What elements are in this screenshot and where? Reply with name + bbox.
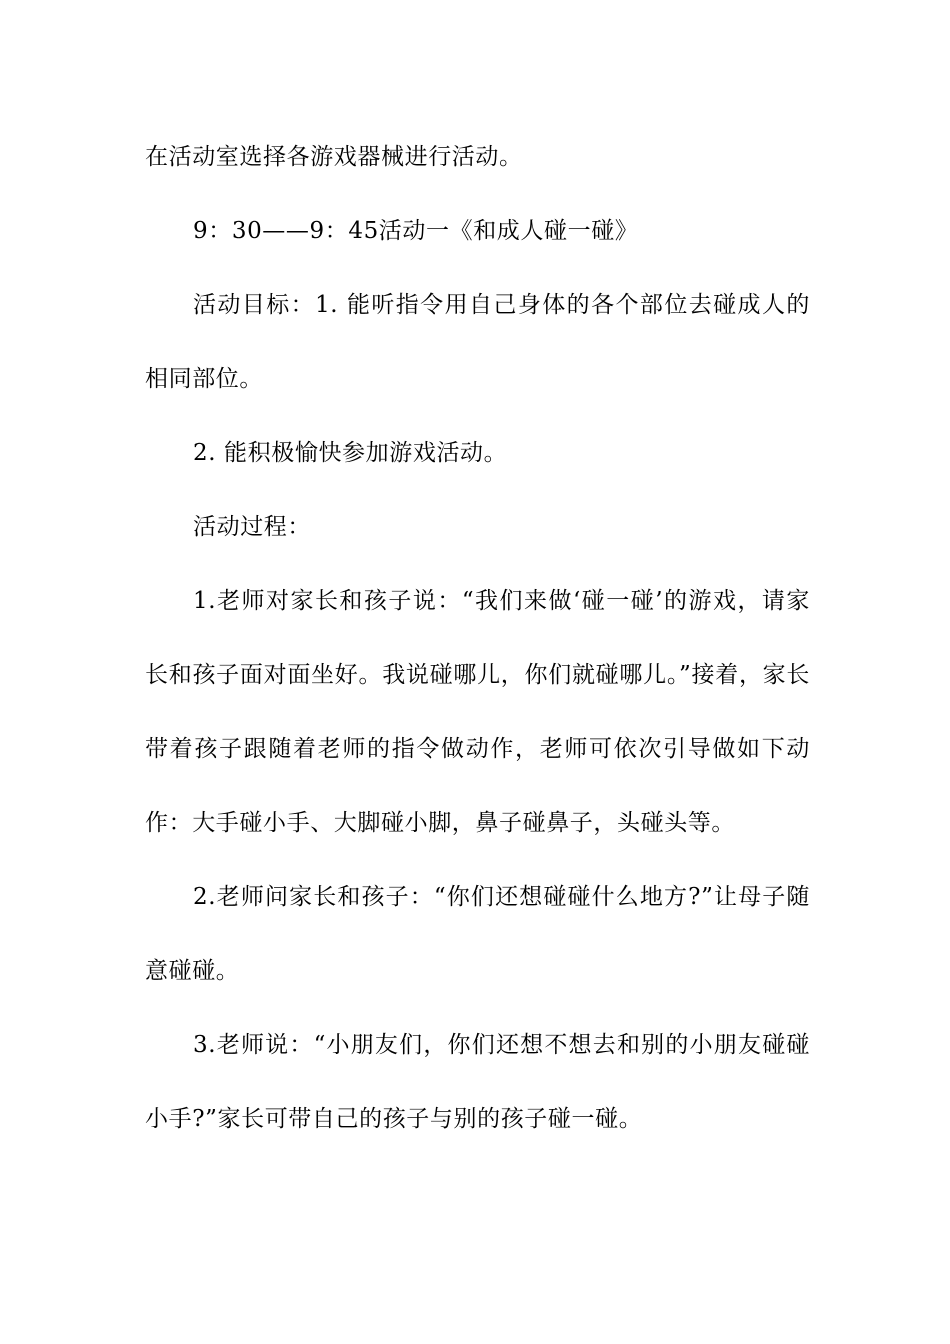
paragraph-process-heading: 活动过程： bbox=[193, 514, 311, 540]
paragraph-step-3: 3.老师说：“小朋友们，你们还想不想去和别的小朋友碰碰小手?”家长可带自己的孩子与别的孩子碰一碰。 bbox=[145, 1032, 810, 1132]
paragraph-step-2: 2.老师问家长和孩子：“你们还想碰碰什么地方?”让母子随意碰碰。 bbox=[145, 884, 810, 984]
paragraph-schedule-title: 9：30——9：45活动一《和成人碰一碰》 bbox=[193, 218, 639, 244]
document-body bbox=[145, 120, 810, 1156]
paragraph-goal-2: 2. 能积极愉快参加游戏活动。 bbox=[193, 440, 508, 466]
paragraph-intro: 在活动室选择各游戏器械进行活动。 bbox=[145, 144, 523, 170]
paragraph-goal-1: 活动目标：1. 能听指令用自己身体的各个部位去碰成人的相同部位。 bbox=[145, 292, 810, 392]
paragraph-step-1: 1.老师对家长和孩子说：“我们来做‘碰一碰’的游戏，请家长和孩子面对面坐好。我说碰哪儿，你们就碰哪儿。”接着，家长带着孩子跟随着老师的指令做动作，老师可依次引导做如下动作：大手碰小手、大脚碰小脚，鼻子碰鼻子，头碰头等。 bbox=[145, 588, 810, 836]
